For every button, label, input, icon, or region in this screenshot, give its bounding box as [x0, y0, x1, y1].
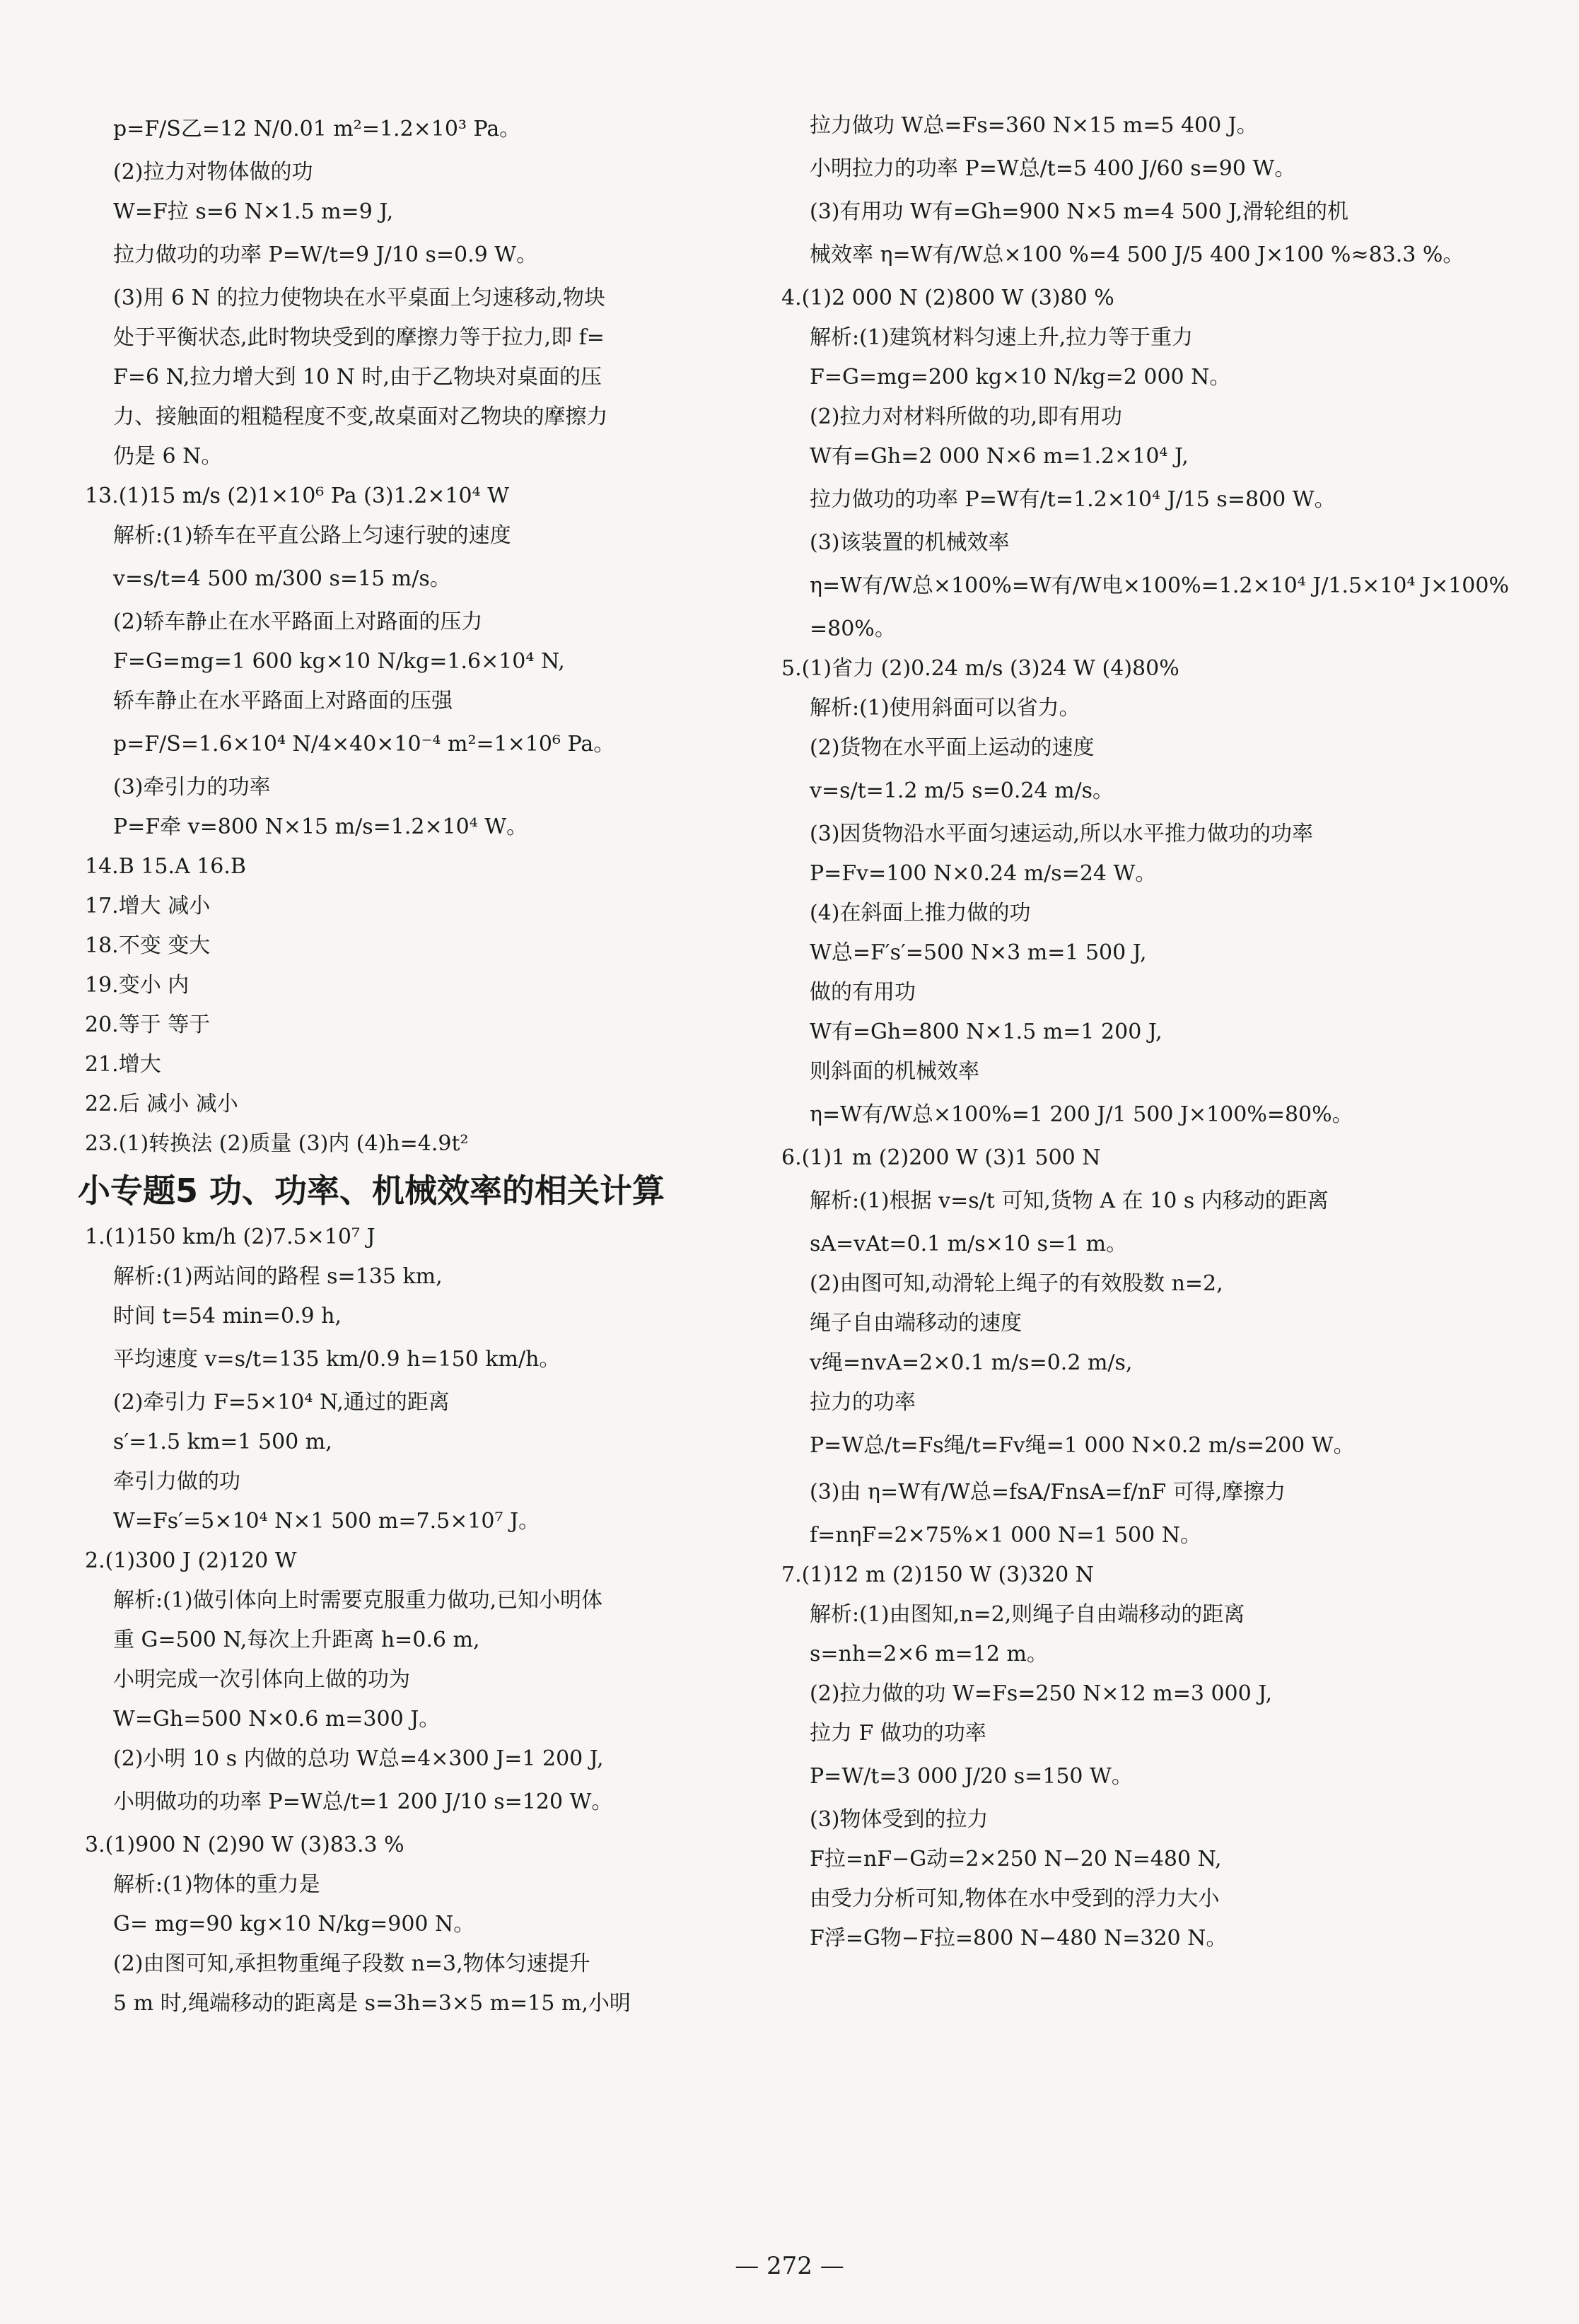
text-line: 仍是 6 N。 [113, 444, 223, 469]
text-line: p=F/S乙=12 N/0.01 m²=1.2×10³ Pa。 [113, 117, 521, 141]
text-line: P=W/t=3 000 J/20 s=150 W。 [810, 1764, 1133, 1789]
text-line: sA=vAt=0.1 m/s×10 s=1 m。 [810, 1232, 1128, 1256]
text-line: 拉力做功的功率 P=W有/t=1.2×10⁴ J/15 s=800 W。 [810, 487, 1336, 512]
text-line: 小明拉力的功率 P=W总/t=5 400 J/60 s=90 W。 [810, 156, 1296, 181]
text-line: 时间 t=54 min=0.9 h, [113, 1304, 342, 1329]
text-line: 小明完成一次引体向上做的功为 [113, 1667, 410, 1692]
text-line: 解析:(1)轿车在平直公路上匀速行驶的速度 [113, 523, 511, 548]
text-line: 解析:(1)两站间的路程 s=135 km, [113, 1264, 443, 1289]
text-line: (2)由图可知,动滑轮上绳子的有效股数 n=2, [810, 1271, 1223, 1296]
text-line: 轿车静止在水平路面上对路面的压强 [113, 689, 453, 713]
text-line: (2)拉力做的功 W=Fs=250 N×12 m=3 000 J, [810, 1681, 1273, 1706]
text-line: 解析:(1)建筑材料匀速上升,拉力等于重力 [810, 325, 1194, 350]
text-line: (3)牵引力的功率 [113, 775, 271, 800]
text-line: 解析:(1)由图知,n=2,则绳子自由端移动的距离 [810, 1602, 1245, 1627]
text-line: 拉力的功率 [810, 1390, 916, 1415]
text-line: s=nh=2×6 m=12 m。 [810, 1642, 1048, 1666]
text-line: (2)牵引力 F=5×10⁴ N,通过的距离 [113, 1390, 450, 1415]
text-line: (2)拉力对物体做的功 [113, 160, 313, 185]
text-line: F=6 N,拉力增大到 10 N 时,由于乙物块对桌面的压 [113, 365, 602, 390]
section-heading: 小专题5 功、功率、机械效率的相关计算 [78, 1172, 665, 1210]
text-line: F拉=nF−G动=2×250 N−20 N=480 N, [810, 1847, 1222, 1872]
text-line: 拉力做功 W总=Fs=360 N×15 m=5 400 J。 [810, 113, 1258, 138]
text-line: 18.不变 变大 [85, 933, 211, 958]
text-line: 19.变小 内 [85, 973, 190, 998]
text-line: η=W有/W总×100%=1 200 J/1 500 J×100%=80%。 [810, 1102, 1353, 1127]
text-line: 解析:(1)做引体向上时需要克服重力做功,已知小明体 [113, 1588, 603, 1613]
text-line: (2)小明 10 s 内做的总功 W总=4×300 J=1 200 J, [113, 1746, 604, 1771]
text-line: 13.(1)15 m/s (2)1×10⁶ Pa (3)1.2×10⁴ W [85, 484, 510, 508]
text-line: F=G=mg=1 600 kg×10 N/kg=1.6×10⁴ N, [113, 649, 565, 674]
right-column [781, 106, 1509, 1958]
text-line: W有=Gh=2 000 N×6 m=1.2×10⁴ J, [810, 444, 1189, 469]
text-line: (3)有用功 W有=Gh=900 N×5 m=4 500 J,滑轮组的机 [810, 199, 1349, 224]
text-line: 平均速度 v=s/t=135 km/0.9 h=150 km/h。 [113, 1347, 561, 1372]
text-line: P=F牵 v=800 N×15 m/s=1.2×10⁴ W。 [113, 814, 528, 839]
text-line: 23.(1)转换法 (2)质量 (3)内 (4)h=4.9t² [85, 1131, 469, 1156]
text-line: W总=F′s′=500 N×3 m=1 500 J, [810, 940, 1147, 965]
text-line: 2.(1)300 J (2)120 W [85, 1548, 297, 1573]
text-line: 解析:(1)使用斜面可以省力。 [810, 696, 1080, 720]
text-line: 解析:(1)物体的重力是 [113, 1872, 320, 1897]
text-line: =80%。 [810, 617, 896, 641]
text-line: 4.(1)2 000 N (2)800 W (3)80 % [781, 286, 1114, 310]
text-line: 3.(1)900 N (2)90 W (3)83.3 % [85, 1833, 404, 1857]
text-line: 拉力 F 做功的功率 [810, 1721, 986, 1746]
text-line: 做的有用功 [810, 980, 916, 1005]
text-line: p=F/S=1.6×10⁴ N/4×40×10⁻⁴ m²=1×10⁶ Pa。 [113, 732, 615, 757]
text-line: (4)在斜面上推力做的功 [810, 901, 1031, 925]
text-line: 小明做功的功率 P=W总/t=1 200 J/10 s=120 W。 [113, 1789, 613, 1814]
text-line: (3)由 η=W有/W总=fsA/FnsA=f/nF 可得,摩擦力 [810, 1480, 1286, 1505]
text-line: 由受力分析可知,物体在水中受到的浮力大小 [810, 1886, 1220, 1911]
left-column [78, 106, 721, 2024]
text-line: η=W有/W总×100%=W有/W电×100%=1.2×10⁴ J/1.5×10⁴ J×100% [810, 573, 1509, 598]
text-line: W=Gh=500 N×0.6 m=300 J。 [113, 1707, 441, 1732]
text-line: 14.B 15.A 16.B [85, 854, 246, 879]
text-line: F浮=G物−F拉=800 N−480 N=320 N。 [810, 1926, 1228, 1951]
text-line: (2)货物在水平面上运动的速度 [810, 735, 1095, 760]
text-line: P=W总/t=Fs绳/t=Fv绳=1 000 N×0.2 m/s=200 W。 [810, 1433, 1355, 1458]
text-line: (3)该装置的机械效率 [810, 530, 1010, 555]
text-line: v绳=nvA=2×0.1 m/s=0.2 m/s, [810, 1350, 1133, 1375]
text-line: v=s/t=1.2 m/5 s=0.24 m/s。 [810, 778, 1114, 803]
text-line: 7.(1)12 m (2)150 W (3)320 N [781, 1563, 1095, 1587]
text-line: W=F拉 s=6 N×1.5 m=9 J, [113, 199, 394, 224]
text-line: 21.增大 [85, 1052, 161, 1077]
text-line: 6.(1)1 m (2)200 W (3)1 500 N [781, 1145, 1101, 1170]
text-line: (2)轿车静止在水平路面上对路面的压力 [113, 609, 483, 634]
text-line: F=G=mg=200 kg×10 N/kg=2 000 N。 [810, 365, 1231, 390]
text-line: (3)用 6 N 的拉力使物块在水平桌面上匀速移动,物块 [113, 286, 605, 310]
page-number: — 272 — [735, 2252, 844, 2280]
text-line: 重 G=500 N,每次上升距离 h=0.6 m, [113, 1628, 480, 1652]
text-line: 械效率 η=W有/W总×100 %=4 500 J/5 400 J×100 %≈83.3 %。 [810, 243, 1464, 267]
text-line: (2)由图可知,承担物重绳子段数 n=3,物体匀速提升 [113, 1951, 590, 1976]
text-line: 20.等于 等于 [85, 1012, 211, 1037]
text-line: (3)物体受到的拉力 [810, 1807, 989, 1832]
text-line: 则斜面的机械效率 [810, 1059, 979, 1084]
text-line: P=Fv=100 N×0.24 m/s=24 W。 [810, 861, 1157, 886]
text-line: 1.(1)150 km/h (2)7.5×10⁷ J [85, 1225, 375, 1249]
text-line: 绳子自由端移动的速度 [810, 1311, 1022, 1336]
text-line: 牵引力做的功 [113, 1469, 240, 1494]
text-line: 力、接触面的粗糙程度不变,故桌面对乙物块的摩擦力 [113, 404, 608, 429]
text-line: W=Fs′=5×10⁴ N×1 500 m=7.5×10⁷ J。 [113, 1509, 540, 1534]
text-line: W有=Gh=800 N×1.5 m=1 200 J, [810, 1020, 1163, 1044]
text-line: v=s/t=4 500 m/300 s=15 m/s。 [113, 566, 451, 591]
text-line: 解析:(1)根据 v=s/t 可知,货物 A 在 10 s 内移动的距离 [810, 1189, 1329, 1213]
text-line: 5 m 时,绳端移动的距离是 s=3h=3×5 m=15 m,小明 [113, 1991, 631, 2016]
text-line: 处于平衡状态,此时物块受到的摩擦力等于拉力,即 f= [113, 325, 605, 350]
text-line: (2)拉力对材料所做的功,即有用功 [810, 404, 1123, 429]
text-line: f=nηF=2×75%×1 000 N=1 500 N。 [810, 1523, 1202, 1548]
text-line: 5.(1)省力 (2)0.24 m/s (3)24 W (4)80% [781, 656, 1179, 681]
text-line: 17.增大 减小 [85, 894, 211, 918]
text-line: s′=1.5 km=1 500 m, [113, 1430, 332, 1454]
text-line: (3)因货物沿水平面匀速运动,所以水平推力做功的功率 [810, 822, 1314, 846]
text-line: 22.后 减小 减小 [85, 1092, 238, 1116]
text-line: G= mg=90 kg×10 N/kg=900 N。 [113, 1912, 475, 1937]
text-line: 拉力做功的功率 P=W/t=9 J/10 s=0.9 W。 [113, 243, 538, 267]
